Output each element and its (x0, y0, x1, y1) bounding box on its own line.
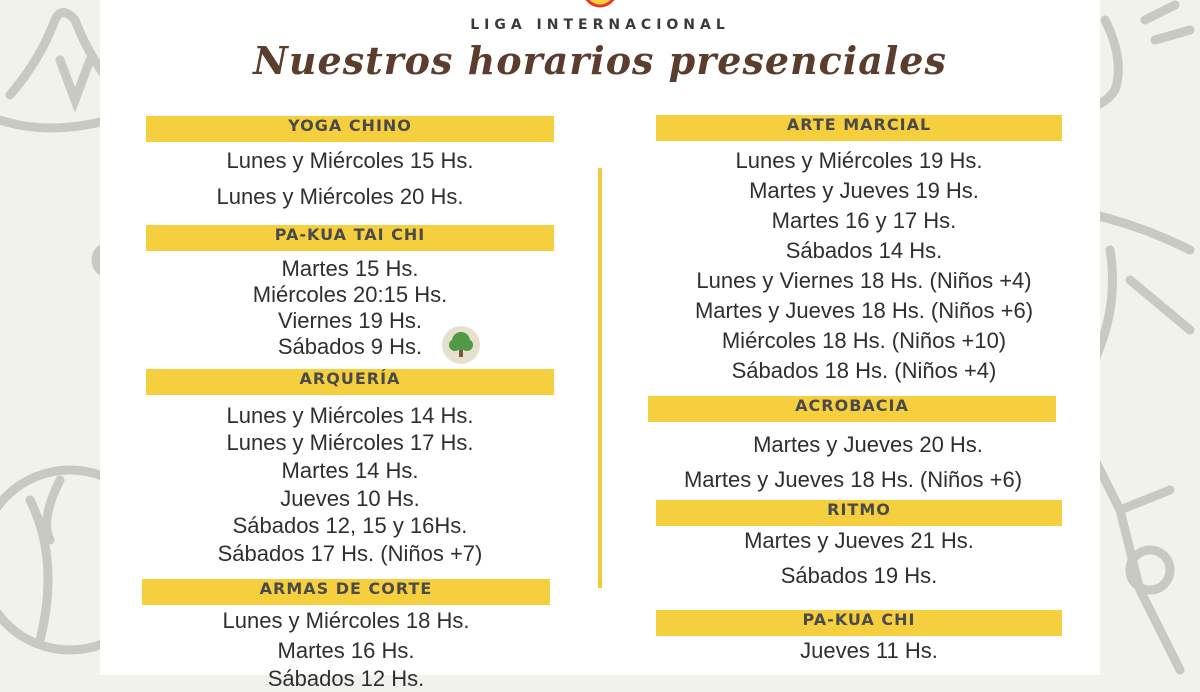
tree-icon (442, 326, 480, 364)
organization-logo (582, 0, 618, 8)
schedule-line: Martes 14 Hs. (281, 458, 419, 483)
schedule-line: Lunes y Miércoles 15 Hs. (226, 148, 474, 173)
schedule-line: Lunes y Viernes 18 Hs. (Niños +4) (696, 268, 1032, 293)
column-divider (598, 168, 602, 588)
organization-name: LIGA INTERNACIONAL (470, 17, 730, 33)
schedule-line: Sábados 12, 15 y 16Hs. (232, 513, 468, 538)
schedule-line: Sábados 17 Hs. (Niños +7) (217, 541, 483, 566)
schedule-line: Martes 15 Hs. (281, 256, 419, 281)
schedule-line: Lunes y Miércoles 18 Hs. (222, 608, 470, 633)
schedule-line: Sábados 18 Hs. (Niños +4) (731, 358, 997, 383)
schedule-line: Miércoles 18 Hs. (Niños +10) (721, 328, 1007, 353)
schedule-line: Lunes y Miércoles 14 Hs. (226, 403, 474, 428)
schedule-line: Martes y Jueves 21 Hs. (744, 528, 974, 553)
schedule-line: Martes 16 Hs. (277, 638, 415, 663)
schedule-line: Viernes 19 Hs. (278, 308, 422, 333)
schedule-line: Lunes y Miércoles 17 Hs. (226, 430, 474, 455)
section-heading-arqueria: ARQUERÍA (146, 369, 554, 395)
section-heading-acrobacia: ACROBACIA (648, 396, 1056, 422)
section-heading-arte-marcial: ARTE MARCIAL (656, 115, 1062, 141)
schedule-line: Miércoles 20:15 Hs. (252, 282, 448, 307)
section-heading-pakua-chi: PA-KUA CHI (656, 610, 1062, 636)
schedule-line: Lunes y Miércoles 19 Hs. (735, 148, 983, 173)
schedule-line: Martes y Jueves 19 Hs. (749, 178, 979, 203)
section-heading-ritmo: RITMO (656, 500, 1062, 526)
schedule-line: Martes y Jueves 18 Hs. (Niños +6) (694, 298, 1034, 323)
schedule-line: Sábados 19 Hs. (780, 563, 938, 588)
schedule-line: Jueves 11 Hs. (800, 638, 938, 663)
schedule-line: Martes y Jueves 20 Hs. (753, 432, 983, 457)
schedule-line: Sábados 14 Hs. (785, 238, 943, 263)
schedule-line: Sábados 9 Hs. (277, 334, 423, 359)
section-heading-yoga-chino: YOGA CHINO (146, 116, 554, 142)
page-title: Nuestros horarios presenciales (253, 38, 947, 83)
schedule-line: Martes y Jueves 18 Hs. (Niños +6) (683, 467, 1023, 492)
schedule-line: Jueves 10 Hs. (280, 486, 420, 511)
section-heading-armas-de-corte: ARMAS DE CORTE (142, 579, 550, 605)
schedule-line: Lunes y Miércoles 20 Hs. (216, 184, 464, 209)
schedule-line: Sábados 12 Hs. (267, 666, 425, 691)
schedule-line: Martes 16 y 17 Hs. (771, 208, 957, 233)
section-heading-pakua-tai-chi: PA-KUA TAI CHI (146, 225, 554, 251)
